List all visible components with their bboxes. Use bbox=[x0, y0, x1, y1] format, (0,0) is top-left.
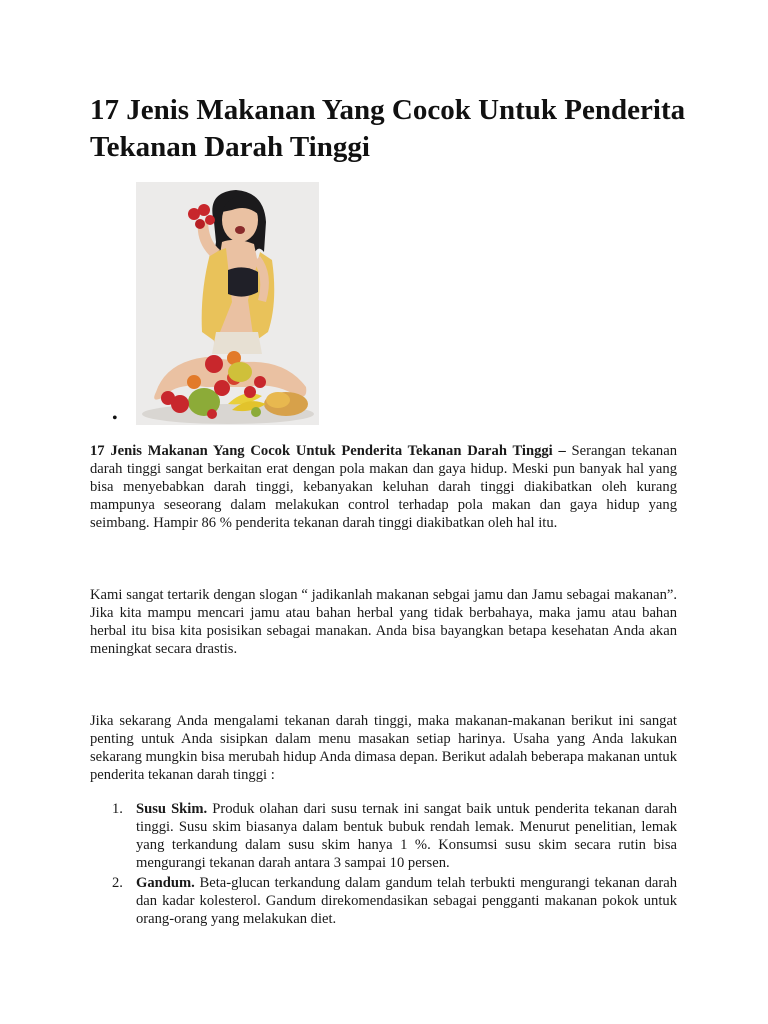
list-item-number: 2. bbox=[112, 875, 123, 891]
advice-paragraph: Jika sekarang Anda mengalami tekanan darah tinggi, maka makanan-makanan berikut ini sangat penting untuk Anda sisipkan dalam menu masakan setiap harinya. Usaha yang Anda lakukan sekarang mungkin bisa merubah hidup Anda dimasa depan. Berikut adalah beberapa makanan untuk penderita tekanan darah tinggi : bbox=[90, 713, 677, 783]
list-item-number: 1. bbox=[112, 801, 123, 817]
list-item-term: Gandum. bbox=[136, 875, 195, 891]
intro-bold-lead: 17 Jenis Makanan Yang Cocok Untuk Penderita Tekanan Darah Tinggi – bbox=[90, 443, 566, 459]
list-item-description: Beta-glucan terkandung dalam gandum telah terbukti mengurangi tekanan darah dan kadar kolesterol. Gandum direkomendasikan sebagai pengganti makanan pokok untuk orang-orang yang melakukan diet. bbox=[136, 875, 677, 927]
list-item-text bbox=[136, 874, 677, 928]
intro-paragraph bbox=[90, 442, 677, 532]
woman-with-fruits-image bbox=[136, 182, 319, 425]
list-item bbox=[90, 874, 677, 928]
intro-text: Serangan tekanan darah tinggi sangat berkaitan erat dengan pola makan dan gaya hidup. Meski pun banyak hal yang bisa menyebabkan darah tinggi, kebanyakan keluhan darah tinggi diakibatkan oleh kurang mampunya seseorang dalam melakukan control terhadap pola makan dan gaya hidup yang seimbang. Hampir 86 % penderita tekanan darah tinggi diakibatkan oleh hal itu. bbox=[90, 443, 677, 531]
list-item-text bbox=[136, 800, 677, 872]
list-item-term: Susu Skim. bbox=[136, 801, 208, 817]
list-bullet: • bbox=[112, 410, 118, 427]
woman-with-fruits-icon bbox=[136, 182, 319, 425]
list-item-description: Produk olahan dari susu ternak ini sangat baik untuk penderita tekanan darah tinggi. Susu skim biasanya dalam bentuk bubuk rendah lemak. Menurut penelitian, lemak yang terkandung dalam susu skim hanya 1 %. Konsumsi susu skim secara rutin bisa mengurangi tekanan darah antara 3 sampai 10 persen. bbox=[136, 801, 677, 871]
slogan-paragraph: Kami sangat tertarik dengan slogan “ jadikanlah makanan sebgai jamu dan Jamu sebagai makanan”. Jika kita mampu mencari jamu atau bahan herbal yang tidak berbahaya, maka jamu atau bahan herbal itu bisa kita posisikan sebagai manakan. Anda bisa bayangkan betapa kesehatan Anda akan meningkat secara drastis. bbox=[90, 587, 677, 657]
food-list bbox=[90, 800, 677, 930]
page-title: 17 Jenis Makanan Yang Cocok Untuk Penderita Tekanan Darah Tinggi bbox=[90, 94, 686, 163]
list-item bbox=[90, 800, 677, 872]
